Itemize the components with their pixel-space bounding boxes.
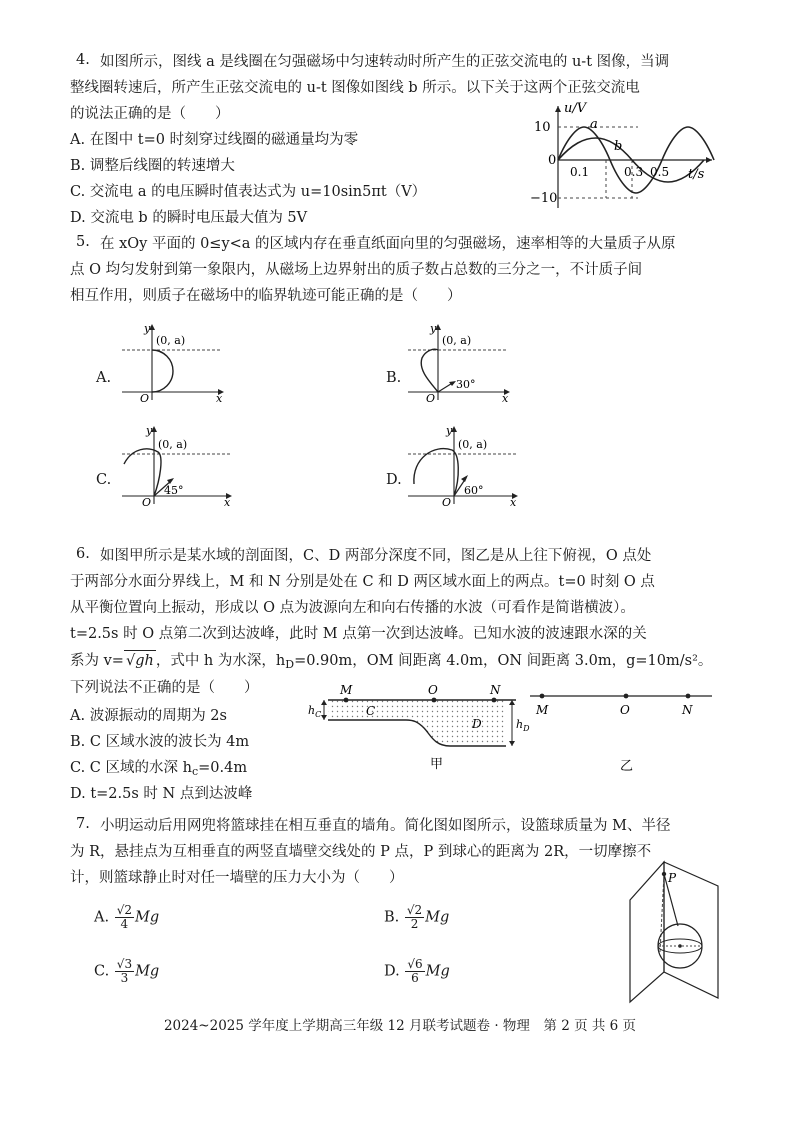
svg-text:(0, a): (0, a) (158, 438, 188, 451)
q4-stem-line1: 如图所示，图线 a 是线圈在匀强磁场中匀速转动时所产生的正弦交流电的 u-t 图像，当调 (100, 54, 670, 70)
svg-text:O: O (426, 392, 436, 404)
q4-y-label: u/V (564, 101, 587, 116)
svg-text:x: x (224, 496, 231, 508)
page-footer: 2024~2025 学年度上学期高三年级 12 月联考试题卷 · 物理 第 2 页 共 6 页 (163, 1018, 637, 1034)
q5-option-a-diagram (118, 322, 228, 404)
q6-figure-yi (528, 680, 718, 780)
q6-number: 6. (76, 546, 90, 562)
q5-number: 5. (76, 234, 90, 250)
q5-d-angle: 60° (464, 484, 484, 497)
q7-option-b: B. $\frac{√2}{2}$ Mg (384, 903, 450, 931)
q7-option-c: C. $\frac{√3}{3}$ Mg (94, 957, 160, 985)
q7-option-a: A. $\frac{√2}{4}$ Mg (94, 903, 160, 931)
svg-text:O: O (442, 496, 452, 508)
q5-option-c-label: C. (96, 472, 112, 488)
svg-text:x: x (502, 392, 509, 404)
q4-tick-05: 0.5 (650, 165, 670, 179)
q7-option-d: D. $\frac{√6}{6}$ Mg (384, 957, 450, 985)
q6-stem-line6: 下列说法不正确的是（ ） (70, 680, 259, 696)
q7-wall-corner-diagram (624, 856, 724, 1004)
svg-text:C: C (366, 704, 376, 718)
q6-label-jia: 甲 (430, 757, 444, 772)
q6-option-c: C. C 区域的水深 $h_c=0.4m$ (70, 760, 248, 778)
q4-option-a: A. 在图中 t=0 时刻穿过线圈的磁通量均为零 (70, 132, 359, 148)
q6-option-b: B. C 区域水波的波长为 4m (70, 734, 250, 750)
q4-number: 4. (76, 52, 90, 68)
q5-stem-line2: 点 O 均匀发射到第一象限内，从磁场上边界射出的质子数占总数的三分之一，不计质子间 (70, 262, 643, 278)
q4-x-label: t/s (688, 167, 705, 182)
svg-text:y: y (146, 424, 153, 437)
q4-option-b: B. 调整后线圈的转速增大 (70, 158, 235, 174)
q4-tick-03: 0.3 (624, 165, 644, 179)
svg-text:x: x (510, 496, 517, 508)
q6-figure-jia (306, 680, 536, 780)
q5-b-angle: 30° (456, 378, 476, 391)
q5-stem-line3: 相互作用，则质子在磁场中的临界轨迹可能正确的是（ ） (70, 288, 462, 304)
q5-c-angle: 45° (164, 484, 184, 497)
q4-option-c: C. 交流电 a 的电压瞬时值表达式为 u=10sin5πt（V） (70, 184, 427, 200)
svg-text:M: M (340, 683, 353, 697)
q4-label-b: b (614, 139, 623, 154)
q6-stem-line3: 从平衡位置向上振动，形成以 O 点为波源向左和向右传播的水波（可看作是简谐横波）。 (70, 600, 635, 616)
q4-y-pos: 10 (534, 120, 551, 135)
svg-text:(0, a): (0, a) (458, 438, 488, 451)
q5-option-d-diagram (404, 424, 524, 508)
svg-text:M: M (536, 703, 549, 717)
svg-text:y: y (144, 322, 151, 335)
q6-stem-line1: 如图甲所示是某水域的剖面图，C、D 两部分深度不同，图乙是从上往下俯视，O 点处 (100, 548, 652, 564)
q4-option-d: D. 交流电 b 的瞬时电压最大值为 5V (70, 210, 308, 226)
q4-ut-graph (528, 100, 718, 212)
svg-text:D: D (472, 717, 482, 731)
svg-text:P: P (668, 871, 677, 885)
q5-option-b-diagram (404, 322, 514, 404)
svg-text:(0, a): (0, a) (156, 334, 186, 347)
svg-text:O: O (140, 392, 150, 404)
svg-text:(0, a): (0, a) (442, 334, 472, 347)
q7-stem-line3: 计，则篮球静止时对任一墙壁的压力大小为（ ） (70, 870, 404, 886)
svg-text:y: y (446, 424, 453, 437)
q7-number: 7. (76, 816, 90, 832)
q6-option-a: A. 波源振动的周期为 2s (70, 708, 227, 724)
svg-text:N: N (490, 683, 501, 697)
q4-y-neg: −10 (530, 191, 558, 206)
svg-text:O: O (142, 496, 152, 508)
q6-stem-line5: 系为 v= √gh ，式中 h 为水深，$h_D=0.90m$，OM 间距离 4.0m，ON 间距离 3.0m，g=10m/s²。 (70, 650, 712, 675)
svg-text:O: O (620, 703, 630, 717)
q4-stem-line2: 整线圈转速后，所产生正弦交流电的 u-t 图像如图线 b 所示。以下关于这两个正弦交流电 (70, 80, 640, 96)
q5-option-b-label: B. (386, 370, 402, 386)
q7-stem-line1: 小明运动后用网兜将篮球挂在相互垂直的墙角。简化图如图所示，设篮球质量为 M、半径 (100, 818, 671, 834)
q4-origin: 0 (548, 153, 557, 168)
svg-text:y: y (430, 322, 437, 335)
q7-stem-line2: 为 R，悬挂点为互相垂直的两竖直墙壁交线处的 P 点，P 到球心的距离为 2R，一切摩擦不 (70, 844, 652, 860)
q5-option-d-label: D. (386, 472, 402, 488)
svg-text:O: O (428, 683, 438, 697)
q4-label-a: a (590, 117, 598, 132)
q4-stem-line3: 的说法正确的是（ ） (70, 106, 230, 122)
q5-option-a-label: A. (96, 370, 112, 386)
q5-option-c-diagram (118, 424, 238, 508)
q6-stem-line4: t=2.5s 时 O 点第二次到达波峰，此时 M 点第一次到达波峰。已知水波的波速跟水深的关 (70, 626, 647, 642)
q4-tick-01: 0.1 (570, 165, 590, 179)
q6-label-yi: 乙 (620, 759, 634, 774)
svg-text:hD: $h_D$ (516, 718, 530, 733)
q6-option-d: D. t=2.5s 时 N 点到达波峰 (70, 786, 253, 802)
svg-text:hC: $h_C$ (308, 704, 322, 719)
svg-text:x: x (216, 392, 223, 404)
q5-stem-line1: 在 xOy 平面的 0≤y<a 的区域内存在垂直纸面向里的匀强磁场，速率相等的大量质子从原 (100, 236, 676, 252)
q6-stem-line2: 于两部分水面分界线上，M 和 N 分别是处在 C 和 D 两区域水面上的两点。t=0 时刻 O 点 (70, 574, 655, 590)
svg-text:N: N (682, 703, 693, 717)
